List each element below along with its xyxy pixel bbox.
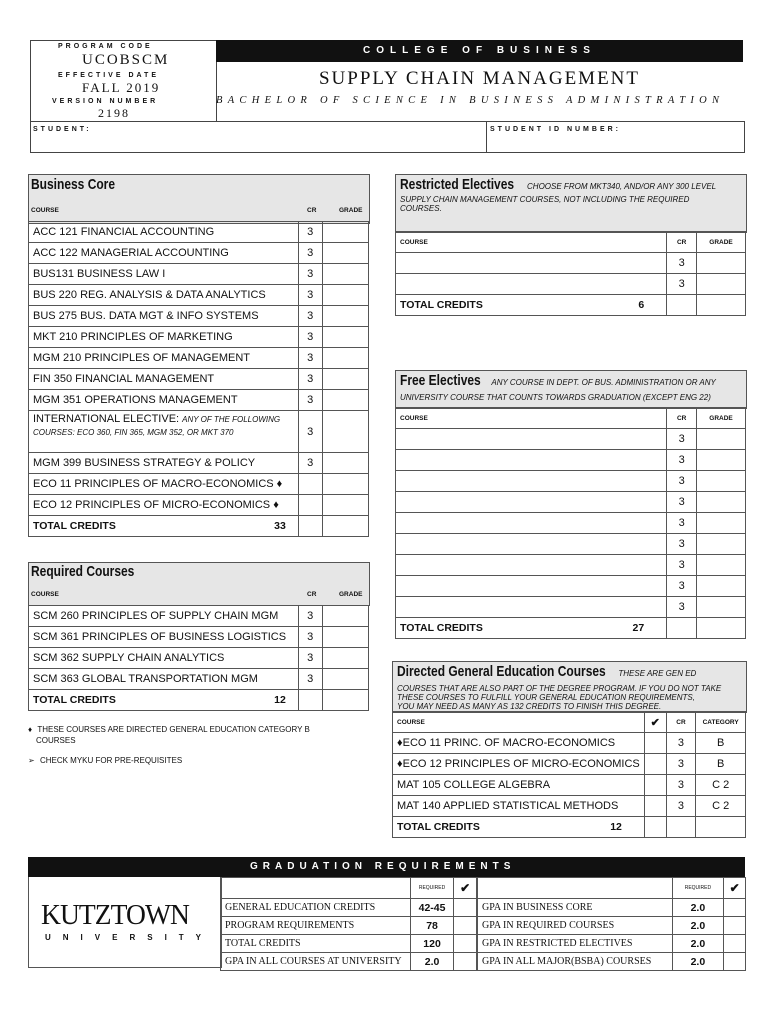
table-row [478, 935, 746, 953]
table-row [396, 274, 746, 295]
table-row [29, 222, 369, 243]
total-row [29, 516, 369, 537]
category-cell [696, 817, 746, 838]
required-label: REQUIRED [410, 878, 454, 899]
check-cell [724, 935, 746, 953]
requirement-value: 78 [410, 917, 454, 935]
intl-course: INTERNATIONAL ELECTIVE: [33, 413, 180, 425]
note-prereq [28, 756, 182, 765]
total-value: 33 [274, 520, 286, 532]
credit-cell [298, 690, 322, 711]
credit-value: 3 [666, 754, 696, 775]
credit-value: 3 [667, 576, 697, 597]
requirement-value: 2.0 [410, 953, 454, 971]
table-row [221, 935, 477, 953]
grade-cell [322, 390, 368, 411]
required-col-course: COURSE [31, 591, 59, 598]
grade-cell [322, 369, 368, 390]
column-header-cr: CR [667, 232, 697, 253]
requirement-label: TOTAL CREDITS [221, 935, 411, 953]
grade-cell [322, 243, 368, 264]
course-name: ECO 12 PRINCIPLES OF MICRO-ECONOMICS ♦ [29, 495, 299, 516]
table-row [396, 429, 746, 450]
business-core-col-course: COURSE [31, 207, 59, 214]
credit-value [298, 495, 322, 516]
total-value: 12 [274, 694, 286, 706]
column-header-course: COURSE [393, 712, 645, 733]
total-row [396, 295, 746, 316]
credit-cell [666, 817, 696, 838]
grade-cell [322, 495, 368, 516]
course-name: BUS 220 REG. ANALYSIS & DATA ANALYTICS [29, 285, 299, 306]
credit-value: 3 [667, 534, 697, 555]
table-row [396, 576, 746, 597]
check-cell [644, 733, 666, 754]
requirement-value: 2.0 [672, 953, 724, 971]
grade-cell [697, 576, 746, 597]
free-electives-note-1: ANY COURSE IN DEPT. OF BUS. ADMINISTRATION OR ANY [491, 378, 716, 387]
credit-cell [667, 295, 697, 316]
category-value: C 2 [696, 775, 746, 796]
course-cell [396, 253, 667, 274]
restricted-note-3: COURSES. [400, 204, 442, 213]
table-row [29, 348, 369, 369]
grade-cell [322, 264, 368, 285]
check-cell [644, 817, 666, 838]
required-col-cr: CR [307, 591, 317, 598]
course-cell [396, 513, 667, 534]
directed-gened-note-3: THESE COURSES TO FULFILL YOUR GENERAL EDUCATION REQUIREMENTS, [397, 693, 695, 702]
grade-cell [322, 669, 368, 690]
table-row [29, 411, 369, 453]
header-row [396, 408, 746, 429]
course-name: MGM 399 BUSINESS STRATEGY & POLICY [29, 453, 299, 474]
table-row [393, 775, 746, 796]
check-cell [454, 917, 477, 935]
course-name: MGM 351 OPERATIONS MANAGEMENT [29, 390, 299, 411]
grade-cell [697, 274, 746, 295]
check-cell [644, 775, 666, 796]
course-name [29, 411, 299, 453]
total-row [396, 618, 746, 639]
table-row [478, 953, 746, 971]
column-header-grade: GRADE [697, 232, 746, 253]
credit-value: 3 [298, 669, 322, 690]
course-name: ACC 122 MANAGERIAL ACCOUNTING [29, 243, 299, 264]
check-mark: ✔ [724, 878, 746, 899]
credit-value: 3 [298, 453, 322, 474]
credit-value: 3 [298, 285, 322, 306]
table-row [29, 327, 369, 348]
table-row [29, 369, 369, 390]
header-row [393, 712, 746, 733]
credit-value: 3 [667, 450, 697, 471]
program-title: SUPPLY CHAIN MANAGEMENT [318, 68, 641, 89]
credit-value: 3 [298, 306, 322, 327]
credit-cell [667, 618, 697, 639]
directed-gened-header [397, 663, 696, 681]
degree-title: BACHELOR OF SCIENCE IN BUSINESS ADMINISTRATION [216, 95, 725, 106]
requirement-label: PROGRAM REQUIREMENTS [221, 917, 411, 935]
requirement-label: GPA IN ALL MAJOR(BSBA) COURSES [478, 953, 673, 971]
table-row [29, 306, 369, 327]
grade-cell [697, 253, 746, 274]
total-label: TOTAL CREDITS [397, 821, 480, 833]
total-label: TOTAL CREDITS [400, 299, 483, 311]
note-prereq-text: CHECK MYKU FOR PRE-REQUISITES [39, 756, 183, 765]
credit-value: 3 [667, 429, 697, 450]
total-row [29, 690, 369, 711]
category-value: B [696, 733, 746, 754]
credit-value: 3 [298, 648, 322, 669]
course-name: BUS131 BUSINESS LAW I [29, 264, 299, 285]
logo-sub: UNIVERSITY [45, 933, 214, 942]
credit-cell [298, 516, 322, 537]
check-cell [644, 796, 666, 817]
grade-cell [322, 474, 368, 495]
graduation-bar [28, 857, 745, 877]
requirement-label: GPA IN REQUIRED COURSES [478, 917, 673, 935]
business-core-col-grade: GRADE [339, 207, 363, 214]
credit-value: 3 [298, 264, 322, 285]
course-name: SCM 362 SUPPLY CHAIN ANALYTICS [29, 648, 299, 669]
note-directed-b: THESE COURSES ARE DIRECTED GENERAL EDUCATION CATEGORY B [37, 725, 310, 734]
program-code: UCOBSCM [82, 52, 170, 68]
table-row [396, 513, 746, 534]
requirement-label: GENERAL EDUCATION CREDITS [221, 899, 411, 917]
student-label: STUDENT: [33, 126, 92, 133]
credit-value: 3 [298, 627, 322, 648]
table-row [393, 796, 746, 817]
free-electives-header [400, 372, 716, 390]
course-name: SCM 361 PRINCIPLES OF BUSINESS LOGISTICS [29, 627, 299, 648]
business-core-col-cr: CR [307, 207, 317, 214]
total-label: TOTAL CREDITS [400, 622, 483, 634]
effective-date-label: EFFECTIVE DATE [58, 72, 159, 79]
requirement-value: 120 [410, 935, 454, 953]
grade-cell [322, 516, 368, 537]
header-row [221, 878, 477, 899]
grade-cell [697, 597, 746, 618]
column-header-cr: CR [666, 712, 696, 733]
credit-value: 3 [666, 775, 696, 796]
requirement-label: GPA IN BUSINESS CORE [478, 899, 673, 917]
course-name: SCM 363 GLOBAL TRANSPORTATION MGM [29, 669, 299, 690]
course-cell [396, 576, 667, 597]
check-cell [724, 917, 746, 935]
course-cell [396, 555, 667, 576]
credit-value: 3 [667, 513, 697, 534]
course-name: BUS 275 BUS. DATA MGT & INFO SYSTEMS [29, 306, 299, 327]
grade-cell [322, 348, 368, 369]
directed-gened-table [392, 711, 746, 838]
grade-cell [322, 627, 368, 648]
course-name: MAT 105 COLLEGE ALGEBRA [393, 775, 645, 796]
required-courses-title: Required Courses [31, 563, 135, 580]
course-cell [396, 471, 667, 492]
grade-cell [697, 534, 746, 555]
total-label: TOTAL CREDITS [33, 520, 116, 532]
column-header-cr: CR [667, 408, 697, 429]
college-bar [216, 40, 743, 62]
business-core-title: Business Core [31, 176, 116, 193]
restricted-title: Restricted Electives [400, 176, 515, 193]
total-value: 12 [610, 821, 622, 833]
requirement-value: 2.0 [672, 917, 724, 935]
table-row [29, 669, 369, 690]
table-row [29, 648, 369, 669]
directed-gened-note-4: YOU MAY NEED AS MANY AS 132 CREDITS TO FINISH THIS DEGREE. [397, 702, 662, 711]
table-row [29, 390, 369, 411]
required-label: REQUIRED [672, 878, 724, 899]
table-row [396, 450, 746, 471]
table-row [29, 243, 369, 264]
check-cell [454, 935, 477, 953]
credit-value: 3 [298, 390, 322, 411]
table-row [396, 492, 746, 513]
credit-value: 3 [667, 471, 697, 492]
course-cell [396, 429, 667, 450]
blank-cell [478, 878, 673, 899]
total-cell [393, 817, 645, 838]
grade-cell [322, 606, 368, 627]
check-cell [724, 953, 746, 971]
column-header-course: COURSE [396, 232, 667, 253]
credit-value: 3 [298, 411, 322, 453]
requirement-label: GPA IN RESTRICTED ELECTIVES [478, 935, 673, 953]
course-cell [396, 597, 667, 618]
grade-cell [697, 618, 746, 639]
version-label: VERSION NUMBER [52, 98, 159, 105]
header-row [478, 878, 746, 899]
blank-cell [221, 878, 411, 899]
table-row [29, 285, 369, 306]
check-cell [454, 953, 477, 971]
header [30, 40, 743, 152]
grade-cell [697, 471, 746, 492]
grade-cell [322, 285, 368, 306]
free-electives-note-2: UNIVERSITY COURSE THAT COUNTS TOWARDS GRADUATION (EXCEPT ENG 22) [400, 393, 711, 402]
directed-gened-note-2: COURSES THAT ARE ALSO PART OF THE DEGREE PROGRAM. IF YOU DO NOT TAKE [397, 684, 722, 693]
credit-value: 3 [298, 243, 322, 264]
requirement-value: 2.0 [672, 935, 724, 953]
credit-value: 3 [667, 597, 697, 618]
free-electives-title: Free Electives [400, 372, 481, 389]
effective-date: FALL 2019 [82, 80, 161, 95]
table-row [221, 899, 477, 917]
graduation-table-left [220, 877, 477, 971]
category-value: B [696, 754, 746, 775]
restricted-note-1: CHOOSE FROM MKT340, AND/OR ANY 300 LEVEL [527, 182, 717, 191]
note-directed-b-cont: COURSES [36, 736, 76, 745]
table-row [29, 606, 369, 627]
business-core-table [28, 221, 369, 537]
grade-cell [697, 450, 746, 471]
table-row [393, 754, 746, 775]
credit-value: 3 [667, 253, 697, 274]
table-row [29, 627, 369, 648]
grade-cell [697, 513, 746, 534]
credit-value: 3 [298, 606, 322, 627]
logo-name: KUTZTOWN [41, 899, 189, 931]
total-cell [29, 516, 299, 537]
credit-value: 3 [666, 796, 696, 817]
course-name: MKT 210 PRINCIPLES OF MARKETING [29, 327, 299, 348]
credit-value: 3 [298, 348, 322, 369]
table-row [396, 471, 746, 492]
check-cell [454, 899, 477, 917]
total-value: 27 [632, 622, 645, 634]
credit-value [298, 474, 322, 495]
category-value: C 2 [696, 796, 746, 817]
column-header-check: ✔ [644, 712, 666, 733]
course-name: ♦ECO 11 PRINC. OF MACRO-ECONOMICS [393, 733, 645, 754]
directed-gened-note-1: THESE ARE GEN ED [618, 669, 697, 678]
table-row [396, 534, 746, 555]
column-header-category: CATEGORY [696, 712, 746, 733]
course-name: ♦ECO 12 PRINCIPLES OF MICRO-ECONOMICS [393, 754, 645, 775]
grade-cell [322, 306, 368, 327]
check-cell [724, 899, 746, 917]
course-cell [396, 274, 667, 295]
grade-cell [322, 690, 368, 711]
credit-value: 3 [298, 222, 322, 243]
program-code-label: PROGRAM CODE [58, 43, 153, 50]
grade-cell [697, 492, 746, 513]
table-row [396, 597, 746, 618]
kutztown-logo [28, 877, 222, 968]
course-cell [396, 492, 667, 513]
version-number: 2198 [98, 106, 130, 120]
requirement-label: GPA IN ALL COURSES AT UNIVERSITY [221, 953, 411, 971]
restricted-header [400, 176, 716, 194]
diamond-bullet: ♦ [28, 725, 33, 734]
course-name: SCM 260 PRINCIPLES OF SUPPLY CHAIN MGM [29, 606, 299, 627]
total-label: TOTAL CREDITS [33, 694, 116, 706]
grade-cell [322, 222, 368, 243]
table-row [221, 917, 477, 935]
student-id-label: STUDENT ID NUMBER: [490, 126, 621, 133]
column-header-course: COURSE [396, 408, 667, 429]
credit-value: 3 [666, 733, 696, 754]
required-courses-table [28, 605, 369, 711]
total-cell [396, 295, 667, 316]
table-row [29, 264, 369, 285]
grade-cell [322, 648, 368, 669]
graduation-title: GRADUATION REQUIREMENTS [250, 861, 516, 872]
header-row [396, 232, 746, 253]
grade-cell [697, 429, 746, 450]
column-header-grade: GRADE [697, 408, 746, 429]
grade-cell [697, 555, 746, 576]
credit-value: 3 [667, 555, 697, 576]
total-value: 6 [638, 299, 645, 311]
table-row [221, 953, 477, 971]
table-row [478, 917, 746, 935]
requirement-value: 2.0 [672, 899, 724, 917]
total-cell [29, 690, 299, 711]
grade-cell [322, 327, 368, 348]
intl-note-1: ANY OF THE FOLLOWING [182, 415, 281, 424]
requirement-value: 42-45 [410, 899, 454, 917]
table-row [29, 474, 369, 495]
graduation-table-right [477, 877, 746, 971]
credit-value: 3 [667, 492, 697, 513]
table-row [396, 253, 746, 274]
credit-value: 3 [298, 369, 322, 390]
grade-cell [322, 411, 368, 453]
course-name: MGM 210 PRINCIPLES OF MANAGEMENT [29, 348, 299, 369]
table-row [393, 733, 746, 754]
directed-gened-title: Directed General Education Courses [397, 663, 606, 680]
arrow-bullet: ➢ [28, 756, 35, 765]
table-row [478, 899, 746, 917]
check-cell [644, 754, 666, 775]
grade-cell [322, 453, 368, 474]
restricted-table [395, 231, 746, 316]
intl-note-2: COURSES: ECO 360, FIN 365, MGM 352, OR MKT 370 [33, 428, 234, 437]
table-row [29, 495, 369, 516]
note-diamond [28, 724, 310, 746]
total-cell [396, 618, 667, 639]
required-col-grade: GRADE [339, 591, 363, 598]
student-box [30, 121, 487, 153]
course-name: ACC 121 FINANCIAL ACCOUNTING [29, 222, 299, 243]
course-name: FIN 350 FINANCIAL MANAGEMENT [29, 369, 299, 390]
course-cell [396, 450, 667, 471]
restricted-note-2: SUPPLY CHAIN MANAGEMENT COURSES, NOT INCLUDING THE REQUIRED [400, 195, 690, 204]
free-electives-table [395, 407, 746, 639]
total-row [393, 817, 746, 838]
credit-value: 3 [667, 274, 697, 295]
check-mark: ✔ [454, 878, 477, 899]
college-name: COLLEGE OF BUSINESS [363, 45, 596, 56]
course-name: MAT 140 APPLIED STATISTICAL METHODS [393, 796, 645, 817]
grade-cell [697, 295, 746, 316]
course-cell [396, 534, 667, 555]
table-row [29, 453, 369, 474]
course-name: ECO 11 PRINCIPLES OF MACRO-ECONOMICS ♦ [29, 474, 299, 495]
table-row [396, 555, 746, 576]
credit-value: 3 [298, 327, 322, 348]
